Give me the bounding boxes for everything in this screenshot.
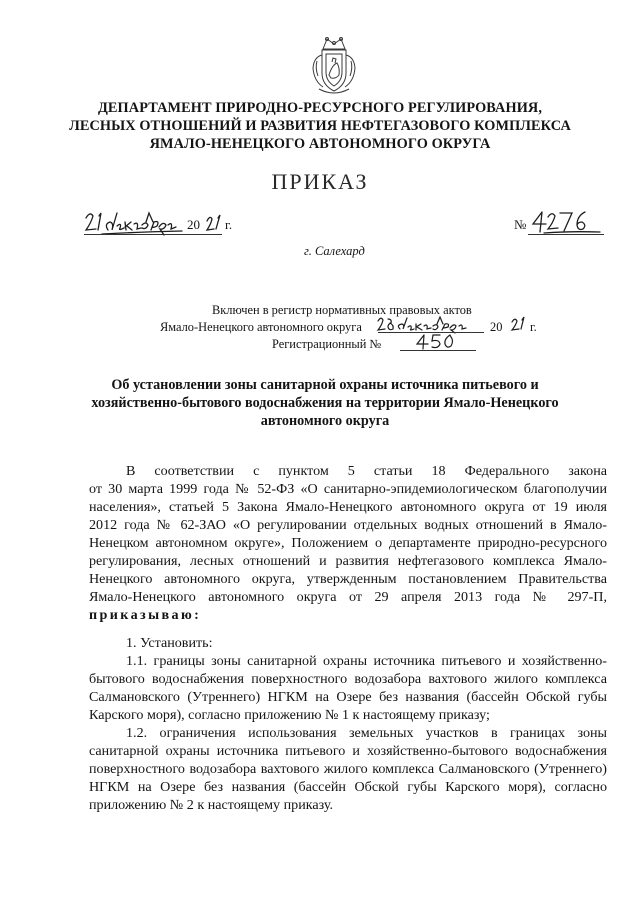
registration-line-2: Ямало-Ненецкого автономного округа	[160, 320, 362, 334]
registration-line-3: Регистрационный №	[272, 337, 382, 351]
city-label: г. Салехард	[304, 244, 365, 258]
preamble-line: 2012 года № 62-ЗАО «О регулировании отдельных водных отношений в Ямало-	[89, 517, 607, 533]
preamble-line: Ямало-Ненецкого автономного округа от 29 апреля 2013 года № 297-П,	[89, 589, 607, 605]
order-number	[514, 208, 604, 238]
handwritten-date-signature	[84, 208, 186, 236]
preamble-line: Ненецком автономном округе», Положением о департаменте природно-ресурсного	[89, 535, 607, 551]
preamble-line: регулирования, лесных отношений и развития нефтегазового комплекса Ямало-	[89, 553, 607, 569]
preamble-line: В соответствии с пунктом 5 статьи 18 Федерального закона	[126, 463, 607, 479]
preamble-line: от 30 марта 1999 года № 52-ФЗ «О санитарно-эпидемиологическом благополучии	[89, 481, 607, 497]
preamble-paragraph	[89, 462, 607, 624]
coat-of-arms-icon	[309, 35, 359, 97]
handwritten-registration-year	[510, 314, 530, 334]
item-1-1: 1.1. границы зоны санитарной охраны источника питьевого и хозяйственно-бытового водоснабжения поверхностного водозабора вахтового жилого комплекса Салмановского (Утреннего) НГКМ на Озере без названия (бассейн Обской губы Карского моря), согласно приложению № 1 к настоящему приказу;	[89, 653, 607, 723]
date-suffix-year-prefix: 20	[187, 217, 200, 232]
department-line: ДЕПАРТАМЕНТ ПРИРОДНО-РЕСУРСНОГО РЕГУЛИРОВАНИЯ,	[97, 100, 543, 116]
handwritten-number-signature	[530, 208, 602, 236]
order-body	[89, 462, 607, 814]
number-label: №	[514, 217, 527, 232]
order-subject: Об установлении зоны санитарной охраны источника питьевого и хозяйственно-бытового водоснабжения на территории Ямало-Ненецкого автономного округа	[91, 377, 559, 429]
handwritten-year-signature	[205, 212, 225, 234]
date-underline	[84, 234, 222, 235]
preamble-line: Ненецкого автономного округа, утвержденным постановлением Правительства	[89, 571, 607, 587]
item-1-2: 1.2. ограничения использования земельных участков в границах зоны санитарной охраны источника питьевого и хозяйственно-бытового водоснабжения поверхностного водозабора вахтового жилого комплекса Салмановского (Утреннего) НГКМ на Озере без названия (бассейн Обской губы Карского моря), согласно приложению № 2 к настоящему приказу.	[89, 725, 607, 813]
order-title: ПРИКАЗ	[271, 169, 369, 194]
item-1: 1. Установить:	[126, 635, 213, 651]
registration-year-prefix: 20	[490, 320, 503, 334]
registration-line-1: Включен в регистр нормативных правовых актов	[212, 303, 472, 317]
preamble-line: населения», статьей 5 Закона Ямало-Ненецкого автономного округа от 19 июля	[89, 499, 607, 515]
verdict-word: приказываю:	[89, 607, 202, 623]
number-underline	[528, 234, 604, 235]
registration-year-suffix: г.	[530, 320, 537, 334]
department-line: ЯМАЛО-НЕНЕЦКОГО АВТОНОМНОГО ОКРУГА	[149, 136, 491, 152]
date-suffix-g: г.	[225, 217, 233, 232]
department-line: ЛЕСНЫХ ОТНОШЕНИЙ И РАЗВИТИЯ НЕФТЕГАЗОВОГО КОМПЛЕКСА	[69, 118, 571, 134]
registration-number-underline	[400, 350, 476, 351]
department-heading	[0, 99, 640, 153]
order-date	[84, 208, 244, 238]
handwritten-registration-date	[376, 314, 482, 334]
handwritten-registration-number	[414, 332, 464, 352]
